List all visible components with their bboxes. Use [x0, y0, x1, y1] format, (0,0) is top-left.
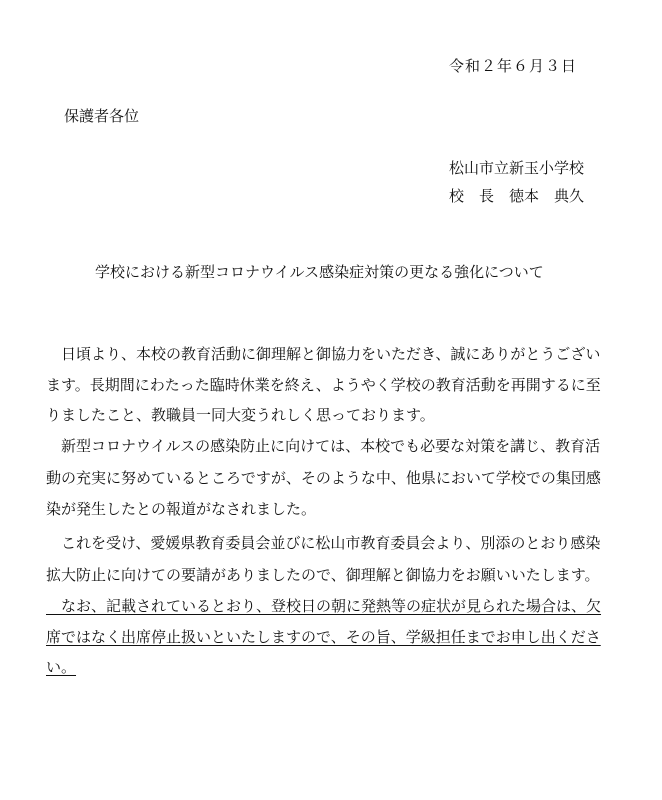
- sender-school: 松山市立新玉小学校: [449, 159, 585, 177]
- document-date: 令和２年６月３日: [449, 57, 578, 75]
- body-line: 新型コロナウイルスの感染防止に向けては、本校でも必要な対策を講じ、教育活: [46, 437, 601, 455]
- sender-principal: 校 長 徳本 典久: [449, 187, 585, 205]
- body-line-underlined: なお、記載されているとおり、登校日の朝に発熱等の症状が見られた場合は、欠: [46, 597, 602, 615]
- document-title: 学校における新型コロナウイルス感染症対策の更なる強化について: [95, 263, 544, 281]
- body-line: 日頃より、本校の教育活動に御理解と御協力をいただき、誠にありがとうござい: [46, 345, 601, 363]
- body-line: りましたこと、教職員一同大変うれしく思っております。: [46, 406, 435, 424]
- body-line: 拡大防止に向けての要請がありましたので、御理解と御協力をお願いいたします。: [46, 566, 600, 584]
- body-line: ます。長期間にわたった臨時休業を終え、ようやく学校の教育活動を再開するに至: [46, 376, 601, 394]
- recipient-line: 保護者各位: [64, 107, 140, 125]
- body-line: これを受け、愛媛県教育委員会並びに松山市教育委員会より、別添のとおり感染: [46, 534, 601, 552]
- body-line-underlined: 席ではなく出席停止扱いといたしますので、その旨、学級担任までお申し出くださ: [46, 628, 601, 646]
- body-line: 染が発生したとの報道がなされました。: [46, 500, 317, 518]
- body-line: 動の充実に努めているところですが、そのような中、他県において学校での集団感: [46, 469, 601, 487]
- body-line-underlined: い。: [46, 658, 77, 676]
